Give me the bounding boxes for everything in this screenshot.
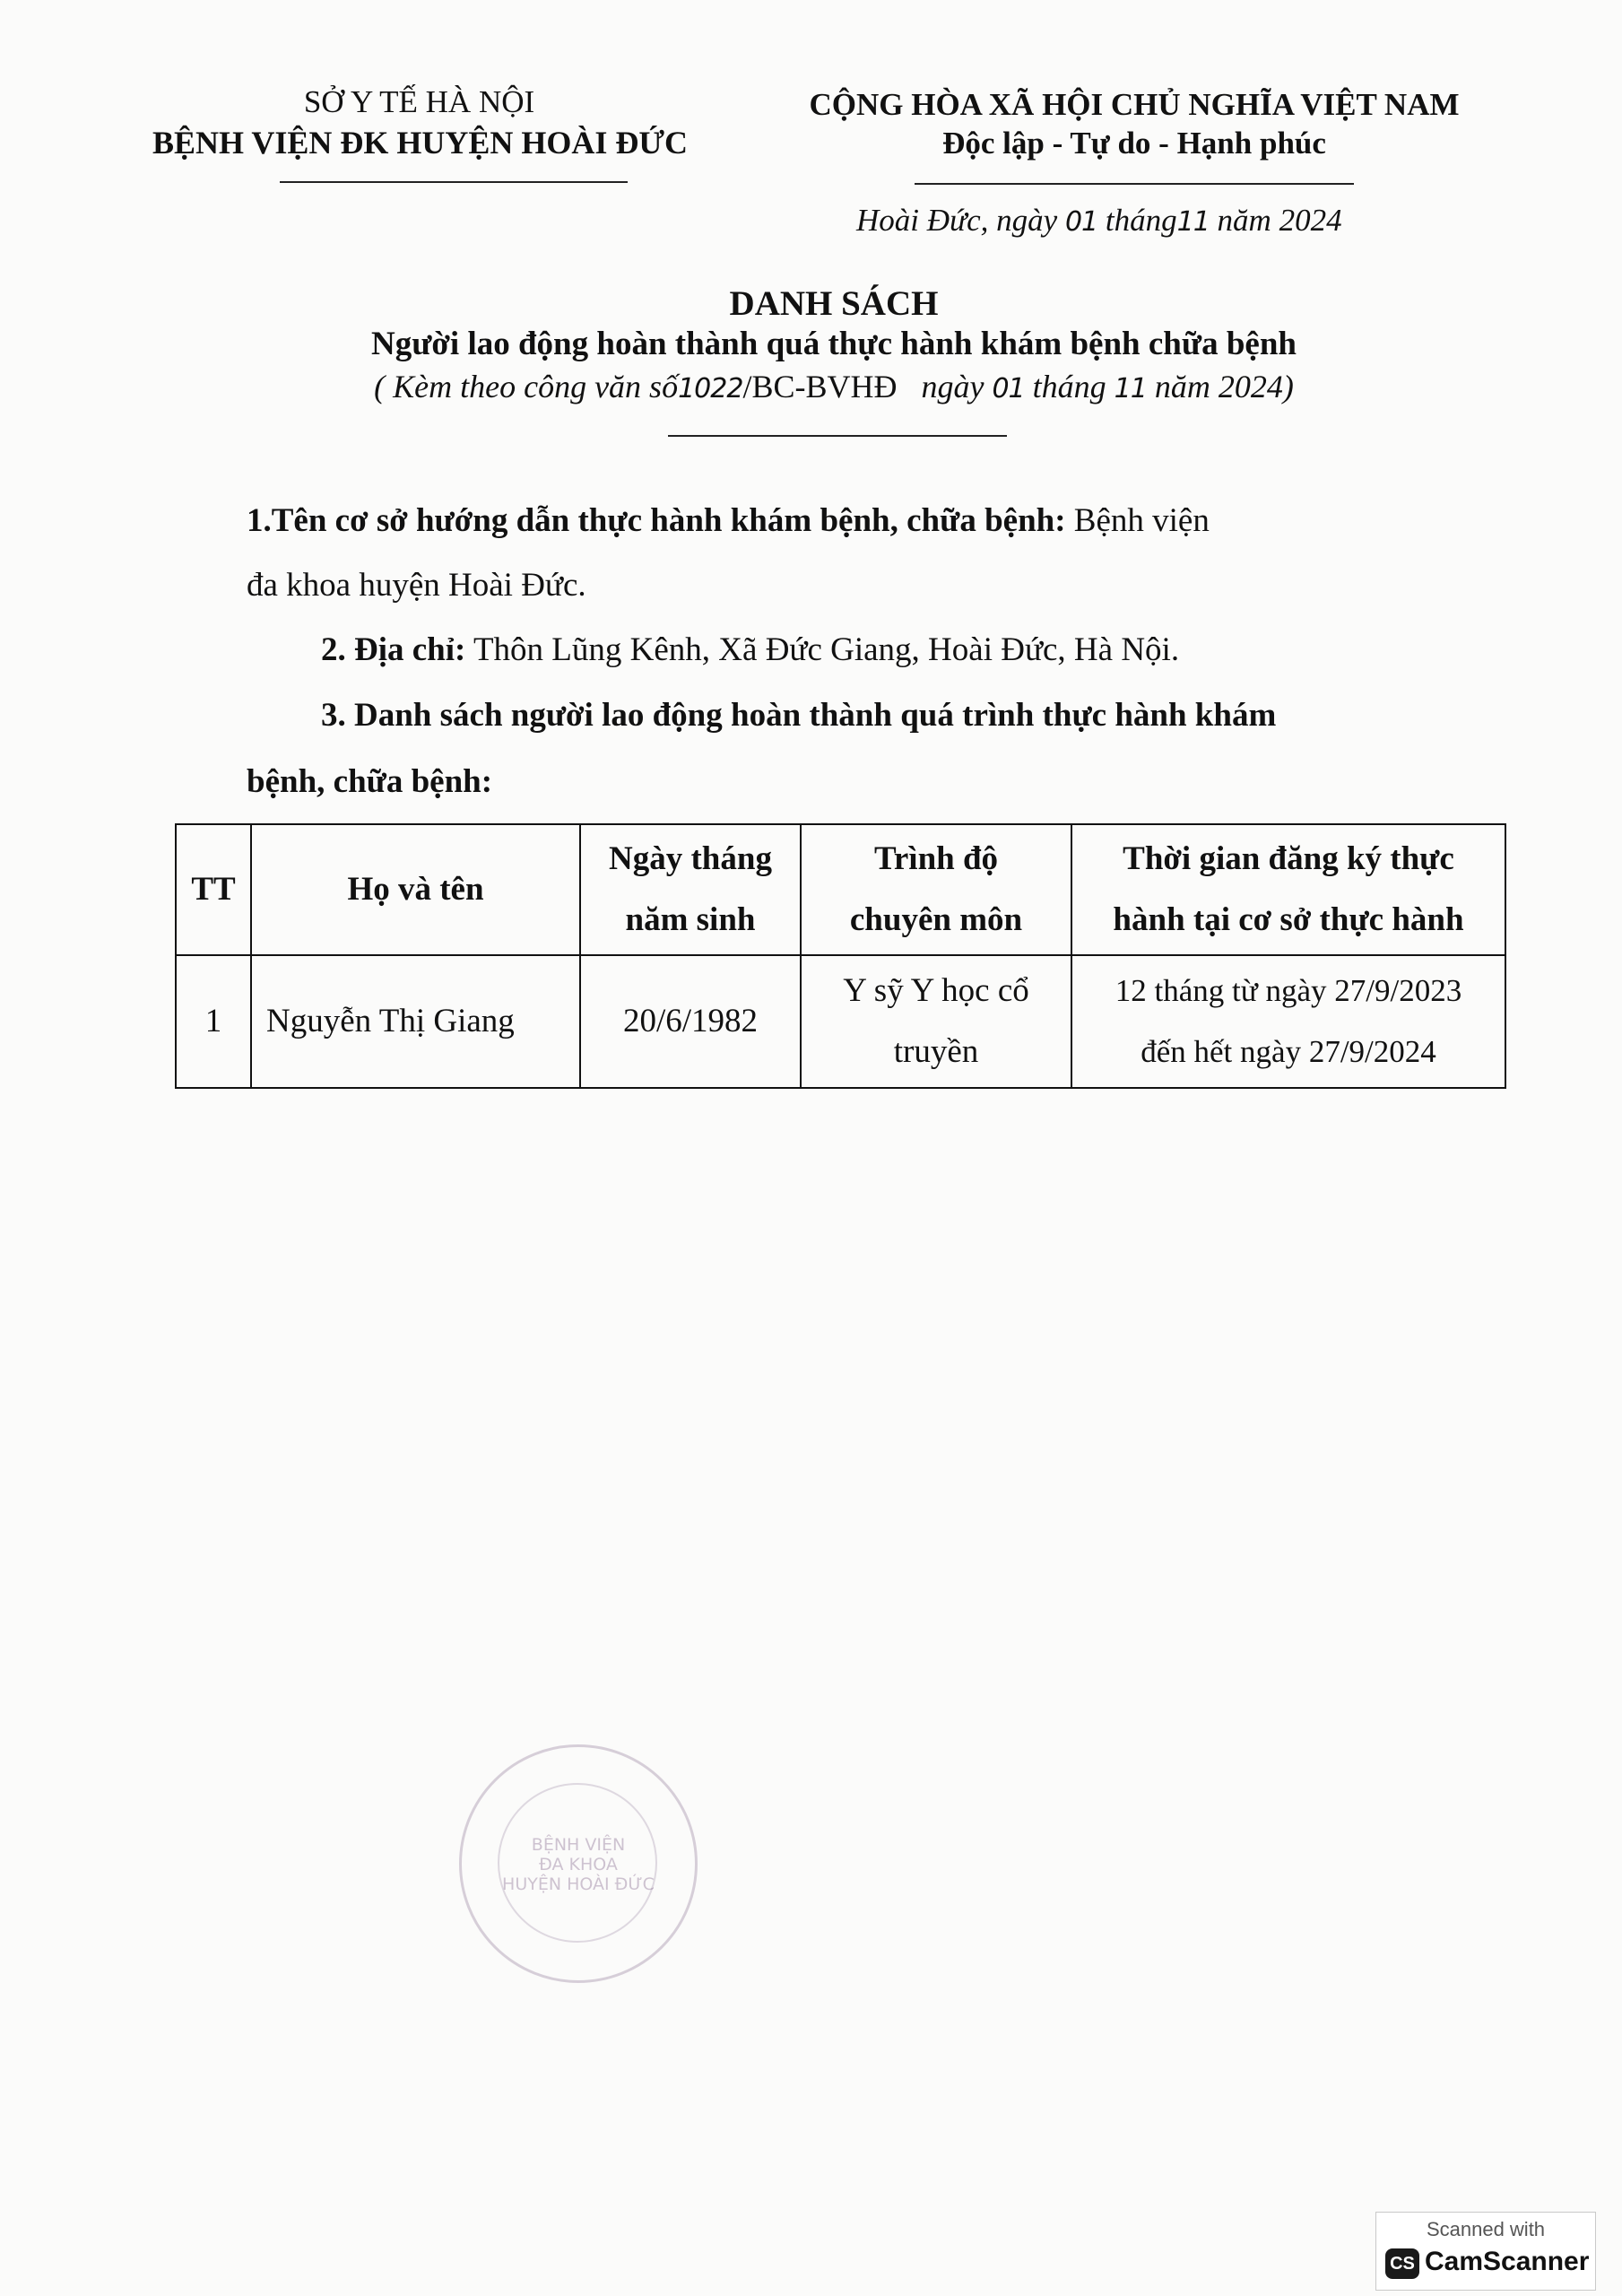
table-header-row (176, 824, 1505, 955)
item-2 (321, 618, 1522, 683)
ref-month-handwritten: 11 (1114, 373, 1147, 404)
seal-line-1: BỆNH VIỆN (531, 1835, 626, 1855)
header-level-line1: Trình độ (873, 840, 999, 877)
item-1-value-a: Bệnh viện (1073, 502, 1210, 539)
header-dob-line2: năm sinh (625, 901, 756, 938)
right-header-rule (915, 183, 1354, 185)
header-period-line1: Thời gian đăng ký thực (1123, 840, 1454, 877)
ref-month-word: tháng (1032, 369, 1106, 404)
item-2-value: Thôn Lũng Kênh, Xã Đức Giang, Hoài Đức, Hà Nội. (473, 631, 1180, 668)
document-reference (0, 368, 1622, 405)
ref-code: /BC-BVHĐ (742, 369, 898, 404)
practitioner-table (175, 823, 1506, 1089)
ref-day-handwritten: 01 (992, 373, 1025, 404)
cell-period-line2: đến hết ngày 27/9/2024 (1141, 1034, 1436, 1069)
header-level-line2: chuyên môn (849, 901, 1023, 938)
item-1 (247, 489, 1520, 553)
header-period (1071, 824, 1505, 955)
date-month-word: tháng (1105, 203, 1177, 238)
header-dob-line1: Ngày tháng (609, 840, 772, 877)
item-1-label: 1.Tên cơ sở hướng dẫn thực hành khám bệnh, chữa bệnh: (247, 502, 1066, 539)
item-3: 3. Danh sách người lao động hoàn thành quá trình thực hành khám (321, 697, 1277, 734)
item-1-continued: đa khoa huyện Hoài Đức. (247, 567, 586, 604)
seal-line-3: HUYỆN HOÀI ĐỨC (502, 1874, 655, 1894)
cell-name: Nguyễn Thị Giang (251, 955, 580, 1088)
cell-level-line2: truyền (893, 1033, 979, 1070)
hospital-name: BỆNH VIỆN ĐK HUYỆN HOÀI ĐỨC (152, 125, 689, 161)
left-header-rule (280, 181, 628, 183)
scanner-caption: Scanned with (1426, 2218, 1546, 2240)
header-period-line2: hành tại cơ sở thực hành (1113, 901, 1464, 938)
ref-number-handwritten: 1022 (678, 373, 743, 404)
header-level (801, 824, 1071, 955)
ref-suffix: năm 2024) (1154, 369, 1294, 404)
scanner-brand: CamScanner (1425, 2247, 1590, 2276)
document-title: DANH SÁCH (729, 284, 939, 323)
seal-text (462, 1835, 695, 1894)
header-name: Họ và tên (251, 824, 580, 955)
table-row (176, 955, 1505, 1088)
ref-day-word: ngày (921, 369, 984, 404)
hospital-seal (459, 1744, 698, 1983)
item-2-label: 2. Địa chỉ: (321, 631, 466, 668)
cell-level-line1: Y sỹ Y học cổ (843, 972, 1029, 1009)
date-suffix: năm 2024 (1217, 203, 1342, 238)
seal-line-2: ĐA KHOA (539, 1855, 618, 1874)
country-name: CỘNG HÒA XÃ HỘI CHỦ NGHĨA VIỆT NAM (809, 87, 1460, 122)
cell-level (801, 955, 1071, 1088)
date-line (856, 203, 1342, 239)
date-prefix: Hoài Đức, ngày (856, 203, 1058, 238)
cell-tt: 1 (176, 955, 251, 1088)
motto: Độc lập - Tự do - Hạnh phúc (942, 126, 1326, 161)
ref-prefix: ( Kèm theo công văn số (374, 369, 679, 404)
scanner-watermark (1375, 2212, 1596, 2291)
document-subtitle: Người lao động hoàn thành quá thực hành khám bệnh chữa bệnh (371, 326, 1297, 362)
camscanner-logo-icon: CS (1385, 2248, 1419, 2279)
agency-name: SỞ Y TẾ HÀ NỘI (303, 84, 535, 119)
date-month-handwritten: 11 (1176, 206, 1210, 238)
title-rule (668, 435, 1007, 437)
cell-period-line1: 12 tháng từ ngày 27/9/2023 (1115, 973, 1462, 1008)
header-tt: TT (176, 824, 251, 955)
header-dob (580, 824, 801, 955)
date-day-handwritten: 01 (1064, 206, 1098, 238)
cell-period (1071, 955, 1505, 1088)
cell-dob: 20/6/1982 (580, 955, 801, 1088)
item-3-continued: bệnh, chữa bệnh: (247, 763, 493, 800)
